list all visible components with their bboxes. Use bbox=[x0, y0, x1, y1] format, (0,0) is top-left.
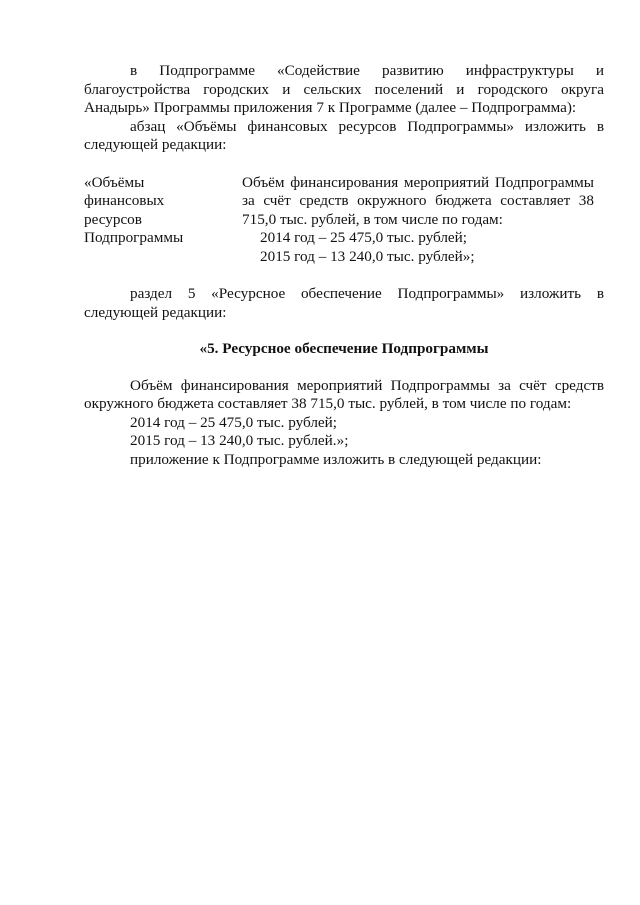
table-label-cell bbox=[84, 174, 242, 267]
appendix-paragraph: приложение к Подпрограмме изложить в следующей редакции: bbox=[130, 450, 542, 468]
section-year-2014: 2014 год – 25 475,0 тыс. рублей; bbox=[130, 413, 338, 431]
table-year-2014: 2014 год – 25 475,0 тыс. рублей; bbox=[260, 229, 468, 246]
section-year-2015: 2015 год – 13 240,0 тыс. рублей.»; bbox=[130, 432, 349, 449]
section-heading: «5. Ресурсное обеспечение Подпрограммы bbox=[199, 340, 489, 357]
table-label-line: ресурсов bbox=[84, 210, 142, 228]
abzac-paragraph: абзац «Объёмы финансовых ресурсов Подпрограммы» изложить в следующей редакции: bbox=[84, 117, 604, 153]
table-label-line: финансовых bbox=[84, 192, 165, 209]
intro-paragraph: в Подпрограмме «Содействие развитию инфраструктуры и благоустройства городских и сельских поселений и городского округа Анадырь» Программы приложения 7 к Программе (далее – Подпрограмма): bbox=[84, 62, 604, 116]
table-value-text: Объём финансирования мероприятий Подпрограммы за счёт средств окружного бюджета составляет 38 715,0 тыс. рублей, в том числе по годам: bbox=[242, 173, 594, 228]
table-label-line: Подпрограммы bbox=[84, 229, 184, 246]
document-page bbox=[84, 0, 604, 469]
section-body-paragraph: Объём финансирования мероприятий Подпрограммы за счёт средств окружного бюджета составляет 38 715,0 тыс. рублей, в том числе по годам: bbox=[84, 376, 604, 412]
table-year-2015: 2015 год – 13 240,0 тыс. рублей»; bbox=[260, 247, 475, 265]
section-intro-paragraph: раздел 5 «Ресурсное обеспечение Подпрограммы» изложить в следующей редакции: bbox=[84, 285, 604, 321]
table-label-line: «Объёмы bbox=[84, 173, 145, 191]
funding-table bbox=[84, 174, 604, 267]
table-value-cell bbox=[242, 174, 594, 267]
